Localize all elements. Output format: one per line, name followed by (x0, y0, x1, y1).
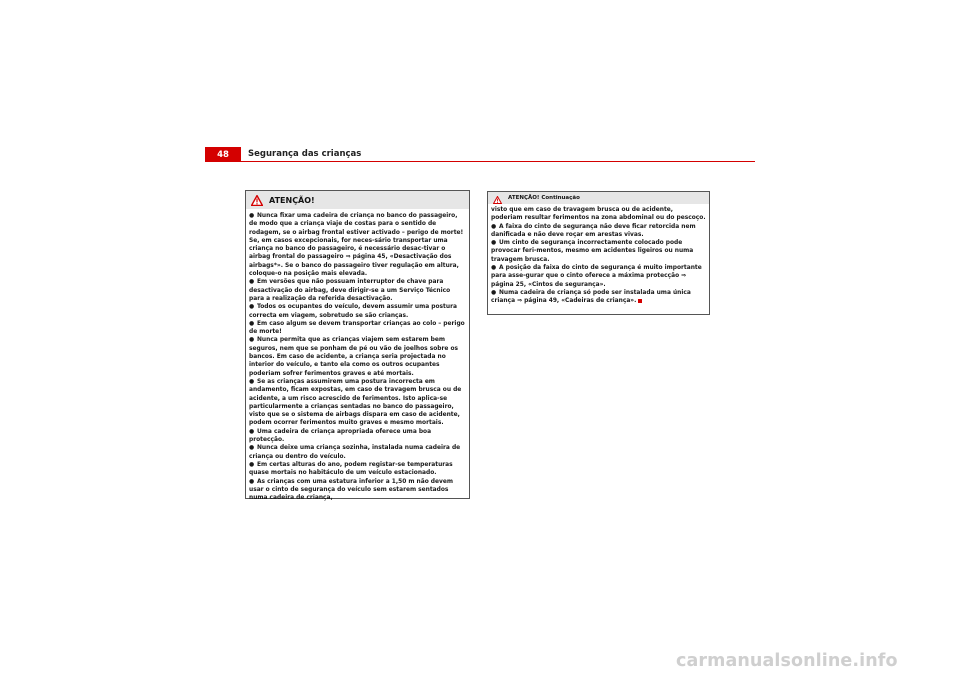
item-text: Em versões que não possuam interruptor de chave para desactivação do airbag, deve dirigir-se a um Serviço Técnico para a realização da referida desactivação. (249, 279, 451, 302)
item-text: Nunca permita que as crianças viajem sem estarem bem seguros, nem que se ponham de pé ou vão de joelhos sobre os bancos. Em caso de acidente, a criança seria projectada no interior do veículo, e tanto ela como os outros ocupantes poderiam sofrer ferimentos graves e até mortais. (249, 337, 459, 377)
list-item (249, 320, 466, 337)
list-item (249, 461, 466, 478)
list-item (249, 444, 466, 461)
item-text: Numa cadeira de criança só pode ser instalada uma única criança ⇒ página 49, «Cadeiras de criança». (491, 289, 691, 305)
list-item (249, 478, 466, 503)
list-item (491, 223, 706, 240)
section-title: Segurança das crianças (248, 149, 362, 159)
warning-box (245, 190, 470, 502)
item-text: Um cinto de segurança incorrectamente colocado pode provocar feri-mentos, mesmo em acidentes ligeiros ou numa travagem brusca. (491, 240, 694, 263)
warning-continuation-box (487, 191, 710, 315)
item-text: Nunca fixar uma cadeira de criança no banco do passageiro, de modo que a criança viaje de costas para o sentido de rodagem, se o airbag frontal estiver activado – perigo de morte! Se, em casos excepcionais, for neces-sário transportar uma criança no banco do passageiro, é necessário desac-tivar o airbag frontal do passageiro ⇒ página 45, «Desactivação dos airbags*». Se o banco do passageiro tiver regulação em altura, coloque-o na posição mais elevada. (249, 213, 464, 278)
bullet: ● (249, 279, 255, 286)
item-text: A faixa do cinto de segurança não deve ficar retorcida nem danificada e não deve roçar em arestas vivas. (491, 223, 696, 238)
list-item (491, 264, 706, 289)
bullet: ● (249, 304, 255, 311)
continuation-text: visto que em caso de travagem brusca ou de acidente, poderiam resultar ferimentos na zona abdominal ou do pescoço. (491, 207, 706, 222)
item-text: Se as crianças assumirem uma postura incorrecta em andamento, ficam expostas, em caso de travagem brusca ou de acidente, a um risco acrescido de ferimentos. Isto aplica-se particularmente a crianças sentadas no banco do passageiro, visto que se o sistema de airbags dispara em caso de acidente, podem ocorrer ferimentos muito graves e mesmo mortais. (249, 378, 462, 427)
bullet: ● (249, 337, 255, 344)
list-item (491, 239, 706, 264)
continuation-box-header (488, 192, 709, 204)
list-item (491, 289, 706, 306)
warning-box-header (246, 191, 469, 209)
list-item (249, 303, 466, 320)
end-of-section-marker (638, 299, 642, 303)
bullet: ● (249, 378, 255, 385)
item-text: As crianças com uma estatura inferior a 1,50 m não devem usar o cinto de segurança do veículo sem estarem sentados numa cadeira de criança, (249, 478, 453, 502)
bullet: ● (491, 240, 497, 247)
bullet: ● (249, 445, 255, 452)
bullet: ● (249, 213, 255, 219)
warning-triangle-icon (251, 191, 263, 210)
page-number: 48 (205, 147, 241, 162)
item-text: Em certas alturas do ano, podem registar-se temperaturas quase mortais no habitáculo de um veículo estacionado. (249, 461, 453, 477)
bullet: ● (491, 289, 497, 296)
list-item (249, 336, 466, 377)
list-item (249, 212, 466, 278)
item-text: Em caso algum se devem transportar crianças ao colo – perigo de morte! (249, 320, 465, 336)
list-item (249, 428, 466, 445)
warning-box-body (246, 210, 469, 502)
bullet: ● (249, 320, 255, 327)
warning-triangle-icon (493, 189, 502, 208)
continuation-box-body (488, 204, 709, 306)
bullet: ● (491, 265, 497, 272)
list-item (249, 278, 466, 303)
list-item (249, 378, 466, 428)
item-text: A posição da faixa do cinto de segurança é muito importante para asse-gurar que o cinto oferece a máxima protecção ⇒ página 25, «Cintos de segurança». (491, 265, 702, 288)
watermark: carmanualsonline.info (676, 651, 898, 671)
bullet: ● (249, 428, 255, 435)
continuation-box-title: ATENÇÃO! Continuação (508, 195, 580, 201)
header-divider (205, 161, 755, 162)
item-text: Nunca deixe uma criança sozinha, instalada numa cadeira de criança ou dentro do veículo. (249, 445, 461, 460)
bullet: ● (249, 461, 255, 468)
item-text: Todos os ocupantes do veículo, devem assumir uma postura correcta em viagem, sobretudo se são crianças. (249, 304, 457, 319)
warning-box-title: ATENÇÃO! (269, 195, 315, 205)
bullet: ● (249, 478, 255, 485)
item-text: Uma cadeira de criança apropriada oferece uma boa protecção. (249, 428, 432, 444)
bullet: ● (491, 223, 497, 230)
